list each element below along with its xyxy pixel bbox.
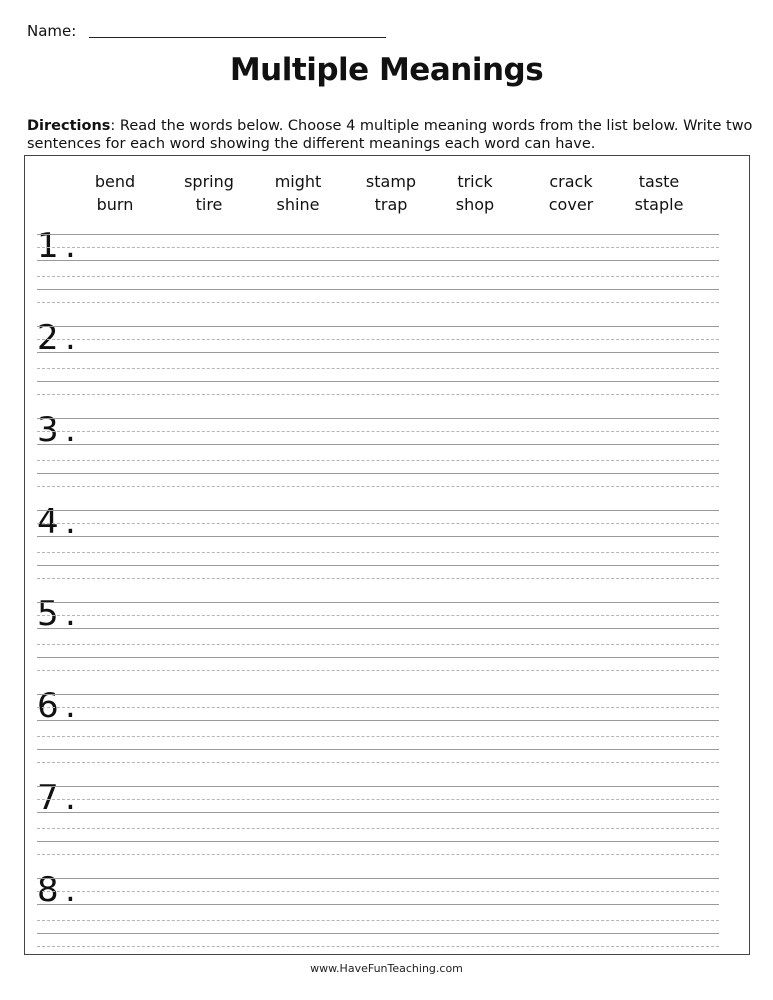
writing-guide-line [37, 486, 719, 487]
entry-number-dot: . [65, 594, 76, 634]
entry-number-dot: . [65, 778, 76, 818]
writing-guide-line [37, 276, 719, 277]
writing-guide-line [37, 368, 719, 369]
entry-number: 3 [37, 410, 59, 450]
writing-guide-line [37, 302, 719, 303]
writing-line [37, 260, 719, 261]
writing-entry[interactable] [37, 594, 719, 694]
writing-entry[interactable] [37, 778, 719, 878]
writing-guide-line [37, 460, 719, 461]
writing-guide-line [37, 799, 719, 800]
entry-number: 2 [37, 318, 59, 358]
writing-line [37, 786, 719, 787]
writing-guide-line [37, 644, 719, 645]
entry-number: 8 [37, 870, 59, 910]
writing-line [37, 234, 719, 235]
writing-line [37, 602, 719, 603]
writing-line [37, 628, 719, 629]
entry-number: 1 [37, 226, 59, 266]
word-bank-word: crack [549, 172, 593, 191]
writing-guide-line [37, 394, 719, 395]
writing-line [37, 418, 719, 419]
writing-entry[interactable] [37, 870, 719, 970]
writing-guide-line [37, 431, 719, 432]
entry-number: 6 [37, 686, 59, 726]
writing-line [37, 933, 719, 934]
writing-entry[interactable] [37, 226, 719, 326]
entry-number-dot: . [65, 226, 76, 266]
entry-number-dot: . [65, 686, 76, 726]
writing-entry[interactable] [37, 502, 719, 602]
writing-line [37, 565, 719, 566]
writing-guide-line [37, 736, 719, 737]
writing-guide-line [37, 615, 719, 616]
writing-line [37, 694, 719, 695]
writing-guide-line [37, 523, 719, 524]
entry-number: 4 [37, 502, 59, 542]
entry-number-dot: . [65, 318, 76, 358]
writing-line [37, 444, 719, 445]
writing-guide-line [37, 946, 719, 947]
writing-line [37, 878, 719, 879]
page-title: Multiple Meanings [229, 52, 544, 88]
entry-number: 5 [37, 594, 59, 634]
writing-line [37, 326, 719, 327]
writing-line [37, 720, 719, 721]
writing-entry[interactable] [37, 410, 719, 510]
footer-url: www.HaveFunTeaching.com [310, 962, 463, 975]
entry-number-dot: . [65, 502, 76, 542]
writing-guide-line [37, 762, 719, 763]
directions-label: Directions [27, 118, 111, 134]
word-bank-word: bend [94, 172, 136, 191]
word-bank-word: burn [96, 195, 134, 214]
writing-guide-line [37, 339, 719, 340]
word-bank-word: taste [638, 172, 680, 191]
word-bank-word: stamp [365, 172, 417, 191]
name-label: Name: [27, 22, 77, 40]
writing-guide-line [37, 670, 719, 671]
writing-line [37, 473, 719, 474]
writing-entry[interactable] [37, 318, 719, 418]
writing-line [37, 289, 719, 290]
writing-guide-line [37, 854, 719, 855]
word-bank-word: trap [374, 195, 408, 214]
word-bank-word: shop [455, 195, 495, 214]
writing-guide-line [37, 828, 719, 829]
word-bank-word: staple [634, 195, 684, 214]
word-bank-word: shine [276, 195, 320, 214]
word-bank-word: trick [457, 172, 493, 191]
writing-line [37, 381, 719, 382]
directions-text: : Read the words below. Choose 4 multiple meaning words from the list below. Write two sentences for each word showing the different meanings each word can have. [27, 118, 753, 152]
writing-guide-line [37, 707, 719, 708]
writing-line [37, 352, 719, 353]
word-bank-word: cover [548, 195, 594, 214]
writing-guide-line [37, 552, 719, 553]
writing-guide-line [37, 920, 719, 921]
writing-line [37, 749, 719, 750]
worksheet-box [24, 155, 750, 955]
entry-number: 7 [37, 778, 59, 818]
word-bank-word: spring [184, 172, 234, 191]
writing-entry[interactable] [37, 686, 719, 786]
writing-guide-line [37, 247, 719, 248]
writing-line [37, 657, 719, 658]
entry-number-dot: . [65, 870, 76, 910]
word-bank-word: tire [195, 195, 223, 214]
writing-line [37, 510, 719, 511]
writing-line [37, 536, 719, 537]
writing-line [37, 812, 719, 813]
directions [27, 117, 757, 153]
name-write-line[interactable] [89, 37, 386, 38]
writing-line [37, 841, 719, 842]
writing-guide-line [37, 891, 719, 892]
writing-guide-line [37, 578, 719, 579]
word-bank-word: might [274, 172, 322, 191]
writing-line [37, 904, 719, 905]
entry-number-dot: . [65, 410, 76, 450]
